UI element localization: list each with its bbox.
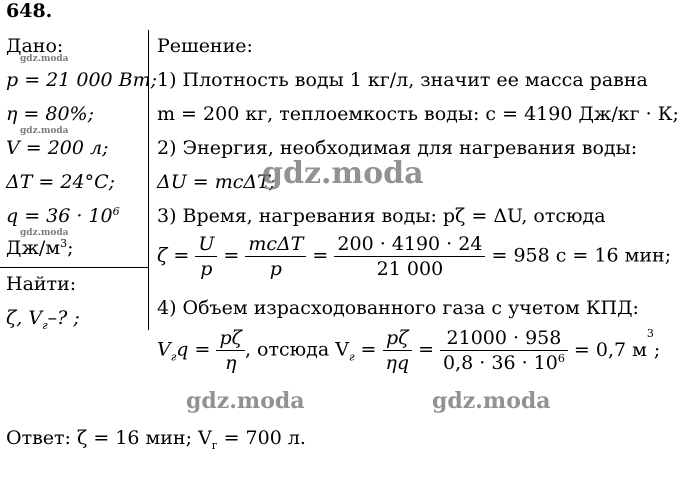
given-unit-tail: ; [67, 237, 74, 259]
s4-frac2-den: ηq [385, 352, 410, 374]
given-header: Дано: [6, 35, 64, 57]
s4-mid-sub: г [348, 350, 355, 364]
find-sub: г [42, 318, 48, 332]
given-q-base: q = 36 · 10 [6, 205, 113, 227]
solution-header: Решение: [157, 35, 253, 57]
watermark-bottom-left: gdz.moda [186, 388, 305, 414]
s3-result: = 958 с = 16 мин; [491, 244, 672, 267]
given-q-exp: 6 [112, 205, 120, 218]
s3-frac2 [245, 232, 306, 281]
solution-step1a: 1) Плотность воды 1 кг/л, значит ее масса равна [157, 69, 648, 91]
watermark-small-2: gdz.moda [20, 126, 69, 136]
given-power: p = 21 000 Вт; [6, 69, 158, 91]
find-line [6, 306, 80, 338]
s4-result-exp: 3 [646, 327, 654, 340]
s4-frac2-num: pζ [383, 326, 413, 351]
given-delta-t: ΔT = 24°C; [6, 171, 116, 193]
horizontal-divider [0, 267, 148, 268]
find-tail: –? ; [47, 307, 80, 329]
answer-tail: = 700 л. [217, 427, 306, 449]
given-q-unit [6, 236, 74, 260]
s4-result-base: = 0,7 м [573, 338, 647, 361]
s3-lhs: ζ = [157, 244, 190, 267]
s4-frac3-num: 21000 · 958 [440, 326, 568, 351]
s4-result [573, 327, 661, 361]
s4-frac3-den [440, 351, 568, 375]
solution-step4a: 4) Объем израсходованного газа с учетом КПД: [157, 297, 639, 319]
s3-frac1 [195, 232, 217, 281]
watermark-small-1: gdz.moda [20, 54, 69, 64]
s4-result-tail: ; [653, 338, 661, 361]
s3-frac3 [334, 232, 485, 281]
watermark-center: gdz.moda [262, 156, 424, 191]
solution-step2b: ΔU = mcΔT; [157, 171, 276, 193]
solution-step2a: 2) Энергия, необходимая для нагревания воды: [157, 137, 638, 159]
solution-step4-formula: $V_гq$ = $\frac{p\zeta}{\eta}$ , отсюда $V_г$ = $\frac{p\zeta}{\eta q}$ = $\frac{21000 \cdot 958}{0,8 \cdot 36 \cdot 10^6}$ = 0,7 $м^3$; [157, 327, 661, 374]
s3-frac3-num: 200 · 4190 · 24 [334, 232, 485, 257]
given-unit-base: Дж/м [6, 237, 61, 259]
given-unit-exp: 3 [60, 237, 68, 250]
s4-frac3-den-exp: 6 [557, 352, 565, 365]
s4-frac3-den-base: 0,8 · 36 · 10 [443, 352, 558, 374]
s3-frac2-num: mcΔT [245, 232, 306, 257]
s4-frac1 [216, 326, 244, 375]
s4-lhs-tail: q = [176, 338, 211, 361]
answer-line [6, 426, 306, 458]
given-heat-value [6, 204, 120, 228]
problem-number: 648. [6, 0, 53, 22]
s3-frac2-den: p [269, 258, 282, 280]
solution-step3-formula: ζ = $\frac{U}{p}$ = $\frac{\text{mcΔT}}{p}$ = $\frac{200 \cdot 4190 \cdot 24}{21 000}$ = 958 с = 16 мин; [157, 233, 672, 280]
s3-frac1-num: U [195, 232, 217, 257]
s3-frac3-den: 21 000 [376, 258, 444, 280]
s4-frac2 [383, 326, 413, 375]
s4-lhs: V [157, 338, 171, 361]
s4-frac1-den: η [225, 352, 237, 374]
watermark-bottom-right: gdz.moda [432, 388, 551, 414]
s4-frac1-num: pζ [216, 326, 244, 351]
solution-step1b: m = 200 кг, теплоемкость воды: c = 4190 Дж/кг · К; [157, 103, 679, 125]
answer-sub: г [211, 438, 218, 452]
watermark-small-3: gdz.moda [20, 228, 69, 238]
s3-frac1-den: p [200, 258, 213, 280]
s4-lhs-sub: г [170, 350, 177, 364]
find-vars: ζ, V [6, 307, 43, 329]
answer-text: Ответ: ζ = 16 мин; V [6, 427, 212, 449]
given-efficiency: η = 80%; [6, 103, 95, 125]
find-header: Найти: [6, 273, 77, 295]
given-volume: V = 200 л; [6, 137, 109, 159]
s4-frac3 [440, 326, 568, 375]
solution-step3a: 3) Время, нагревания воды: pζ = ΔU, отсюда [157, 205, 606, 227]
s4-mid: , отсюда V [244, 338, 349, 361]
